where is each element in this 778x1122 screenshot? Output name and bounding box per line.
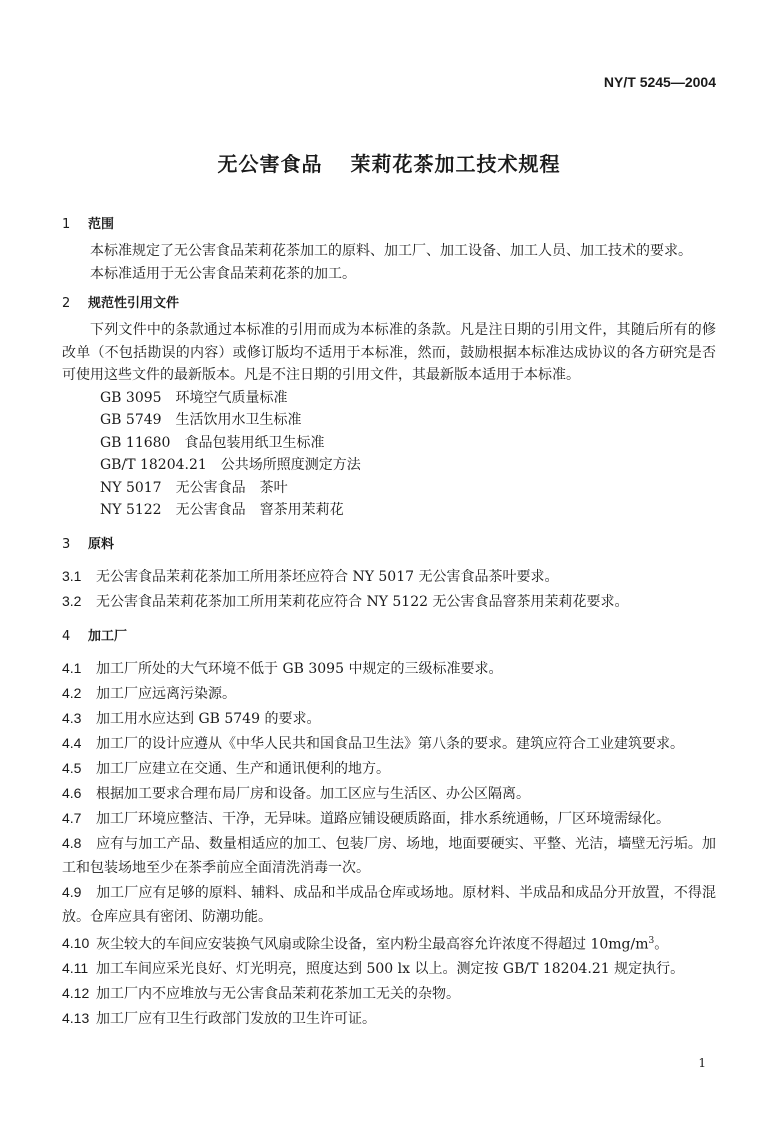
document-title	[0, 148, 778, 177]
title-part-2: 茉莉花茶加工技术规程	[350, 152, 561, 176]
clause	[62, 781, 716, 806]
clause	[62, 831, 716, 880]
clause-number: 4.13	[62, 1010, 90, 1027]
section-heading-2	[62, 293, 716, 315]
clause-number: 4.11	[62, 960, 89, 977]
clause-number: 4.6	[62, 784, 82, 801]
section-title: 规范性引用文件	[88, 296, 180, 311]
section-number: 3	[62, 536, 71, 552]
section-title: 原料	[88, 536, 115, 552]
clause-text: 加工厂环境应整洁、干净，无异味。道路应铺设硬质路面，排水系统通畅，厂区环境需绿化。	[96, 810, 670, 827]
clause-text: 加工厂应有卫生行政部门发放的卫生许可证。	[96, 1011, 376, 1028]
clause-text: 加工厂应有足够的原料、辅料、成品和半成品仓库或场地。原材料、半成品和成品分开放置，不得混放。仓库应具有密闭、防潮功能。	[62, 884, 716, 925]
clause-text: 加工厂的设计应遵从《中华人民共和国食品卫生法》第八条的要求。建筑应符合工业建筑要求。	[96, 735, 684, 752]
clause-text-tail: 。	[654, 936, 669, 953]
clause	[62, 929, 716, 957]
clause-text: 加工用水应达到 GB 5749 的要求。	[96, 710, 321, 727]
title-part-1: 无公害食品	[217, 152, 323, 176]
section-number: 1	[62, 217, 71, 232]
clause-number: 4.7	[62, 809, 82, 826]
standard-code: NY/T 5245—2004	[603, 74, 716, 90]
clause-text: 加工车间应采光良好、灯光明亮，照度达到 500 lx 以上。测定按 GB/T 18204.21 规定执行。	[96, 961, 685, 978]
clause-number: 3.2	[62, 592, 82, 609]
clause	[62, 981, 716, 1006]
clause-number: 3.1	[62, 567, 82, 584]
section-title: 范围	[88, 217, 115, 232]
clause	[62, 656, 716, 681]
reference-item: GB/T 18204.21 公共场所照度测定方法	[100, 457, 361, 473]
clause-number: 4.3	[62, 709, 82, 726]
clause-text: 应有与加工产品、数量相适应的加工、包装厂房、场地，地面要硬实、平整、光洁，墙壁无污垢。加工和包装场地至少在茶季前应全面清洗消毒一次。	[62, 835, 716, 876]
clause-number: 4.10	[62, 935, 90, 952]
section-title: 加工厂	[88, 628, 128, 644]
clause-number: 4.5	[62, 759, 82, 776]
reference-item: NY 5122 无公害食品 窨茶用茉莉花	[100, 502, 344, 518]
clause	[62, 1006, 716, 1031]
clause-text: 加工厂内不应堆放与无公害食品茉莉花茶加工无关的杂物。	[96, 986, 460, 1003]
reference-item: GB 3095 环境空气质量标准	[100, 389, 288, 406]
section-heading-4	[62, 626, 716, 648]
page-number: 1	[698, 1056, 706, 1070]
clause	[62, 589, 716, 614]
clause-number: 4.1	[62, 659, 82, 676]
section-heading-3	[62, 534, 716, 556]
section-number: 2	[62, 296, 71, 311]
section-number: 4	[62, 628, 71, 644]
clause-text: 无公害食品茉莉花茶加工所用茶坯应符合 NY 5017 无公害食品茶叶要求。	[96, 568, 559, 585]
clause	[62, 564, 716, 589]
clause	[62, 706, 716, 731]
reference-item: GB 5749 生活饮用水卫生标准	[100, 412, 302, 428]
clause-number: 4.2	[62, 684, 82, 701]
clause-text: 加工厂应建立在交通、生产和通讯便利的地方。	[96, 760, 390, 777]
clause	[62, 806, 716, 831]
document-body	[62, 214, 716, 1031]
clause	[62, 731, 716, 756]
reference-item: NY 5017 无公害食品 茶叶	[100, 479, 288, 496]
clause-text: 加工厂应远离污染源。	[96, 685, 236, 702]
clause-number: 4.12	[62, 985, 90, 1002]
clause	[62, 956, 716, 981]
clause-number: 4.9	[62, 883, 82, 900]
paragraph: 本标准规定了无公害食品茉莉花茶加工的原料、加工厂、加工设备、加工人员、加工技术的要求。	[90, 243, 692, 259]
clause	[62, 681, 716, 706]
reference-item: GB 11680 食品包装用纸卫生标准	[100, 434, 325, 451]
clause-text: 加工厂所处的大气环境不低于 GB 3095 中规定的三级标准要求。	[96, 660, 503, 677]
clause-number: 4.8	[62, 834, 82, 851]
superscript: 3	[648, 935, 655, 946]
clause-text: 根据加工要求合理布局厂房和设备。加工区应与生活区、办公区隔离。	[96, 785, 530, 802]
clause-text: 无公害食品茉莉花茶加工所用茉莉花应符合 NY 5122 无公害食品窨茶用茉莉花要求。	[96, 593, 629, 610]
paragraph: 下列文件中的条款通过本标准的引用而成为本标准的条款。凡是注日期的引用文件，其随后所有的修改单（不包括勘误的内容）或修订版均不适用于本标准，然而，鼓励根据本标准达成协议的各方研究是否可使用这些文件的最新版本。凡是不注日期的引用文件，其最新版本适用于本标准。	[62, 322, 716, 383]
paragraph: 本标准适用于无公害食品茉莉花茶的加工。	[90, 265, 356, 282]
clause-number: 4.4	[62, 734, 82, 751]
clause	[62, 756, 716, 781]
section-heading-1	[62, 214, 716, 236]
clause-text: 灰尘较大的车间应安装换气风扇或除尘设备，室内粉尘最高容允许浓度不得超过 10mg/m	[96, 936, 649, 953]
clause	[62, 880, 716, 929]
